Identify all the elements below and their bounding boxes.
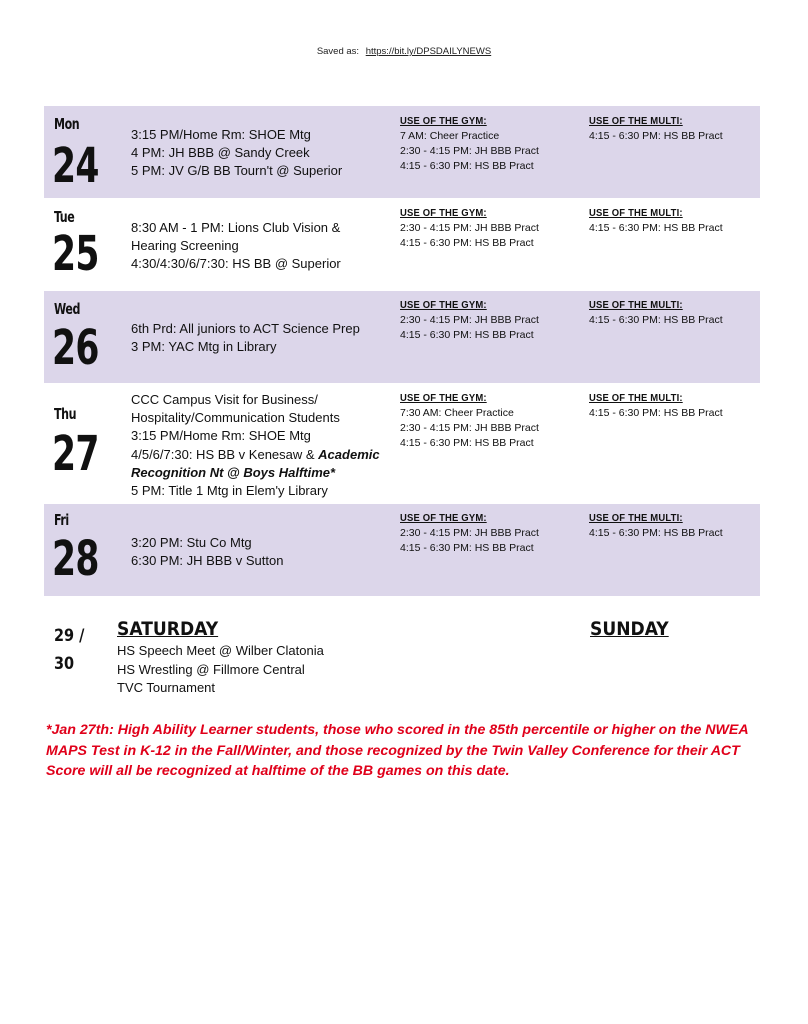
gym-header: USE OF THE GYM:: [400, 207, 487, 219]
event-line: 3 PM: YAC Mtg in Library: [131, 339, 277, 355]
sunday-heading: SUNDAY: [590, 618, 669, 640]
saturday-heading: SATURDAY: [117, 618, 219, 640]
multi-header: USE OF THE MULTI:: [589, 207, 683, 219]
day-of-week: Thu: [54, 405, 77, 423]
day-of-week: Wed: [54, 300, 80, 318]
day-number: 25: [52, 226, 99, 282]
gym-item: 2:30 - 4:15 PM: JH BBB Pract: [400, 145, 539, 157]
multi-header: USE OF THE MULTI:: [589, 512, 683, 524]
event-line: 5 PM: Title 1 Mtg in Elem'y Library: [131, 483, 328, 499]
event-line: 6th Prd: All juniors to ACT Science Prep: [131, 321, 360, 336]
multi-header: USE OF THE MULTI:: [589, 392, 683, 404]
gym-header: USE OF THE GYM:: [400, 512, 487, 524]
gym-item: 2:30 - 4:15 PM: JH BBB Pract: [400, 527, 539, 539]
day-row-thu: [44, 384, 760, 504]
weekend-date-sun: 30: [54, 654, 75, 674]
event-line: 3:15 PM/Home Rm: SHOE Mtg: [131, 428, 311, 444]
day-number: 24: [52, 138, 99, 194]
event-line-highlight: Recognition Nt @ Boys Halftime*: [131, 464, 336, 480]
day-number: 26: [52, 320, 99, 376]
day-number: 28: [52, 531, 99, 587]
event-line: HS Speech Meet @ Wilber Clatonia: [117, 643, 324, 658]
event-line: HS Wrestling @ Fillmore Central: [117, 661, 305, 677]
day-events: [131, 219, 341, 274]
saturday-events: [117, 642, 324, 698]
gym-item: 7 AM: Cheer Practice: [400, 130, 500, 142]
multi-item: 4:15 - 6:30 PM: HS BB Pract: [589, 527, 723, 539]
gym-schedule: [400, 313, 539, 343]
multi-item: 4:15 - 6:30 PM: HS BB Pract: [589, 314, 723, 326]
multi-schedule: [589, 313, 723, 328]
day-events: [131, 391, 380, 500]
gym-item: 7:30 AM: Cheer Practice: [400, 407, 514, 419]
day-events: [131, 126, 342, 181]
gym-header: USE OF THE GYM:: [400, 115, 487, 127]
gym-schedule: [400, 526, 539, 556]
gym-schedule: [400, 406, 539, 451]
gym-item: 4:15 - 6:30 PM: HS BB Pract: [400, 542, 534, 554]
gym-item: 2:30 - 4:15 PM: JH BBB Pract: [400, 422, 539, 434]
weekend-row: [44, 618, 760, 698]
day-of-week: Mon: [54, 115, 80, 133]
saved-as-line: [0, 46, 808, 57]
multi-schedule: [589, 221, 723, 236]
event-line: 5 PM: JV G/B BB Tourn't @ Superior: [131, 163, 343, 179]
saved-label: Saved as:: [316, 46, 360, 57]
multi-item: 4:15 - 6:30 PM: HS BB Pract: [589, 130, 723, 142]
event-line: 3:15 PM/Home Rm: SHOE Mtg: [131, 127, 311, 142]
gym-schedule: [400, 129, 539, 174]
multi-schedule: [589, 526, 723, 541]
day-of-week: Fri: [54, 511, 69, 529]
day-of-week: Tue: [54, 208, 75, 226]
event-line: Hearing Screening: [131, 238, 239, 254]
event-line: Hospitality/Communication Students: [131, 410, 340, 426]
gym-item: 2:30 - 4:15 PM: JH BBB Pract: [400, 222, 539, 234]
event-line: 3:20 PM: Stu Co Mtg: [131, 535, 252, 550]
event-line: 6:30 PM: JH BBB v Sutton: [131, 553, 284, 569]
gym-item: 4:15 - 6:30 PM: HS BB Pract: [400, 237, 534, 249]
weekend-dates: [54, 622, 84, 678]
event-line: CCC Campus Visit for Business/: [131, 392, 318, 407]
multi-header: USE OF THE MULTI:: [589, 115, 683, 127]
day-number: 27: [52, 426, 99, 482]
day-events: [131, 534, 283, 570]
recognition-note: *Jan 27th: High Ability Learner students, those who scored in the 85th percentile or higher on the NWEA MAPS Test in K-12 in the Fall/Winter, and those recognized by the Twin Valley Conference for their ACT Score will all be recognized at halftime of the BB games on this date.: [46, 722, 749, 779]
multi-header: USE OF THE MULTI:: [589, 299, 683, 311]
multi-schedule: [589, 406, 723, 421]
gym-item: 2:30 - 4:15 PM: JH BBB Pract: [400, 314, 539, 326]
gym-schedule: [400, 221, 539, 251]
multi-schedule: [589, 129, 723, 144]
event-highlight: Academic: [318, 446, 380, 462]
weekend-date-sat: 29 /: [54, 626, 85, 646]
gym-header: USE OF THE GYM:: [400, 392, 487, 404]
day-row-mon: [44, 106, 760, 198]
gym-header: USE OF THE GYM:: [400, 299, 487, 311]
multi-item: 4:15 - 6:30 PM: HS BB Pract: [589, 222, 723, 234]
gym-item: 4:15 - 6:30 PM: HS BB Pract: [400, 160, 534, 172]
day-events: [131, 320, 360, 356]
event-line: 4 PM: JH BBB @ Sandy Creek: [131, 145, 310, 161]
event-line: 8:30 AM - 1 PM: Lions Club Vision &: [131, 220, 341, 235]
day-row-fri: [44, 504, 760, 596]
gym-item: 4:15 - 6:30 PM: HS BB Pract: [400, 437, 534, 449]
event-line: 4:30/4:30/6/7:30: HS BB @ Superior: [131, 256, 341, 272]
saved-url-link[interactable]: https://bit.ly/DPSDAILYNEWS: [365, 46, 492, 57]
day-row-tue: [44, 199, 760, 291]
day-row-wed: [44, 291, 760, 383]
gym-item: 4:15 - 6:30 PM: HS BB Pract: [400, 329, 534, 341]
event-text: 4/5/6/7:30: HS BB v Kenesaw &: [131, 446, 319, 462]
multi-item: 4:15 - 6:30 PM: HS BB Pract: [589, 407, 723, 419]
event-line: TVC Tournament: [117, 680, 216, 695]
event-line: [131, 446, 380, 464]
